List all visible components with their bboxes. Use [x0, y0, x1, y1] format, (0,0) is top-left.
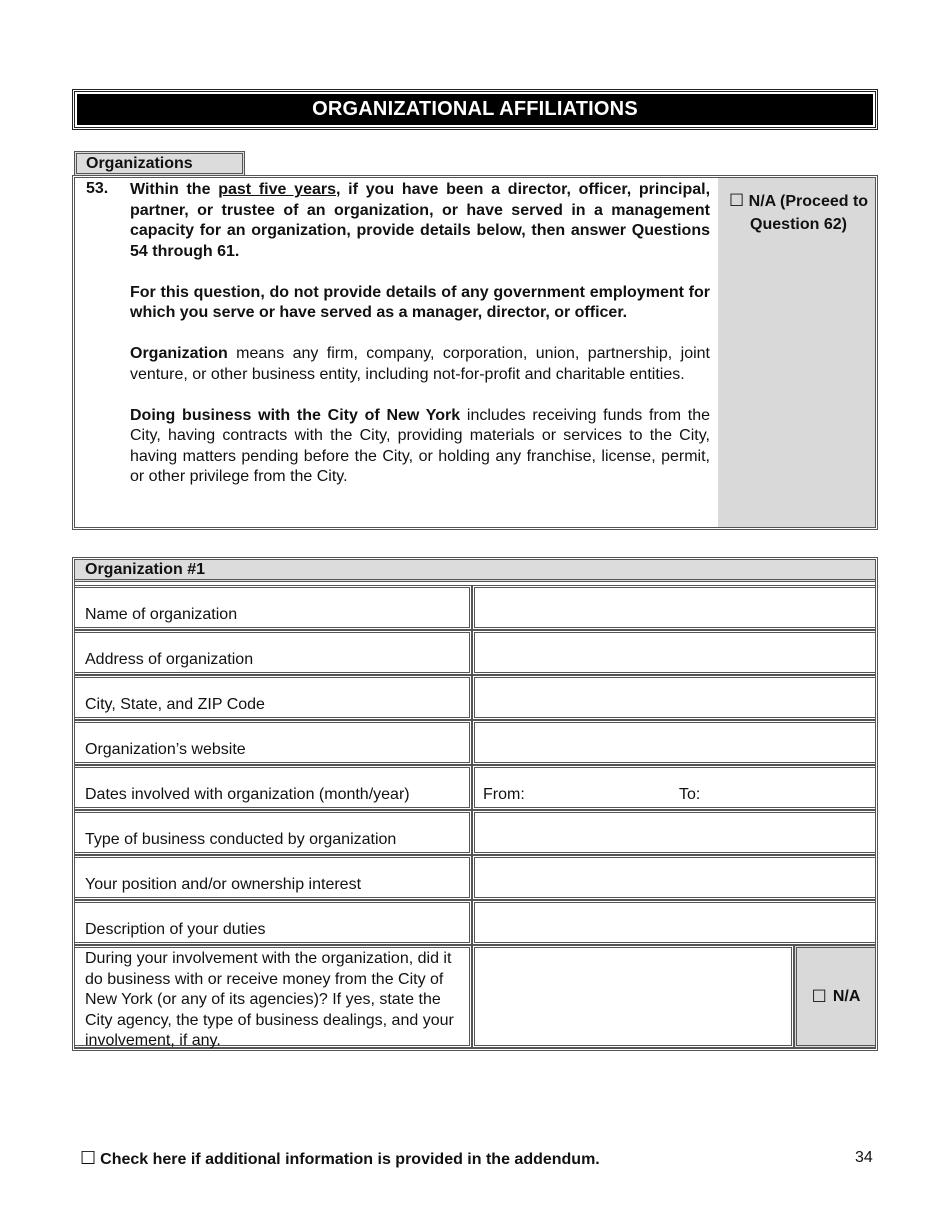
- p1-text-b: , if you have been a director, officer, principal, partner, or trustee of an organization, or have served in a management capacity for an organization, provide details below, then answer Questions 54 through 61.: [130, 181, 711, 260]
- organization-definition-text: means any firm, company, corporation, union, partnership, joint venture, or other business entity, including not-for-profit and charitable entities.: [130, 345, 710, 383]
- business-type-field[interactable]: [472, 810, 875, 855]
- dates-involved-field[interactable]: [472, 765, 875, 810]
- from-label: From:: [483, 786, 525, 803]
- doing-business-definition-text: includes receiving funds from the City, having contracts with the City, providing materials or services to the City, having matters pending before the City, or holding any franchise, license, permit, or other privilege from the City.: [130, 406, 711, 485]
- addendum-option[interactable]: [80, 1148, 600, 1169]
- table-row: [75, 585, 875, 630]
- question-53-paragraph-2: For this question, do not provide details of any government employment for which you serve or have served as a manager, director, or officer.: [130, 283, 710, 321]
- organization-1-table: [72, 557, 878, 1051]
- row-label: Name of organization: [75, 585, 472, 630]
- table-row: [75, 855, 875, 900]
- question-53-text: [130, 180, 710, 508]
- organization-term: Organization: [130, 345, 228, 362]
- position-field[interactable]: [472, 855, 875, 900]
- na-checkbox[interactable]: ☐: [728, 191, 745, 210]
- na-checkbox[interactable]: ☐: [811, 986, 827, 1006]
- organization-name-field[interactable]: [472, 585, 875, 630]
- question-53-na-option[interactable]: [718, 178, 875, 527]
- section-title: ORGANIZATIONAL AFFILIATIONS: [77, 94, 873, 125]
- organization-1-header: Organization #1: [75, 560, 875, 582]
- row-label: Dates involved with organization (month/year): [75, 765, 472, 810]
- na-label: N/A: [832, 987, 861, 1005]
- to-label: To:: [679, 786, 701, 803]
- organization-address-field[interactable]: [472, 630, 875, 675]
- row-label: City, State, and ZIP Code: [75, 675, 472, 720]
- organizations-tab: Organizations: [74, 151, 245, 176]
- na-label: N/A (Proceed to Question 62): [748, 193, 869, 233]
- organization-definition: [130, 344, 710, 385]
- city-business-question: During your involvement with the organization, did it do business with or receive money from the City of New York (or any of its agencies)? If yes, state the City agency, the type of business dealings, and your involvement, if any.: [75, 945, 472, 1048]
- question-53-paragraph-1: [130, 180, 710, 262]
- table-row: [75, 630, 875, 675]
- table-row: [75, 900, 875, 945]
- row-label: Your position and/or ownership interest: [75, 855, 472, 900]
- row-label: Organization’s website: [75, 720, 472, 765]
- organization-website-field[interactable]: [472, 720, 875, 765]
- city-business-na-option[interactable]: [794, 945, 875, 1048]
- table-row: [75, 945, 875, 1048]
- table-row: [75, 675, 875, 720]
- city-business-answer-field[interactable]: [472, 945, 794, 1048]
- row-label: Type of business conducted by organization: [75, 810, 472, 855]
- city-state-zip-field[interactable]: [472, 675, 875, 720]
- table-row: [75, 810, 875, 855]
- table-row: [75, 720, 875, 765]
- addendum-label: Check here if additional information is provided in the addendum.: [100, 1151, 600, 1168]
- section-title-bar: [72, 89, 878, 130]
- question-53-box: [72, 175, 878, 530]
- table-row: [75, 765, 875, 810]
- row-label: Description of your duties: [75, 900, 472, 945]
- question-number: 53.: [86, 180, 109, 197]
- row-label: Address of organization: [75, 630, 472, 675]
- p1-underlined: past five years: [218, 181, 336, 198]
- p1-text-a: Within the: [130, 181, 219, 198]
- doing-business-term: Doing business with the City of New York: [130, 406, 461, 424]
- addendum-checkbox[interactable]: ☐: [80, 1148, 97, 1168]
- page-number: 34: [855, 1149, 873, 1166]
- duties-description-field[interactable]: [472, 900, 875, 945]
- doing-business-definition: [130, 406, 710, 488]
